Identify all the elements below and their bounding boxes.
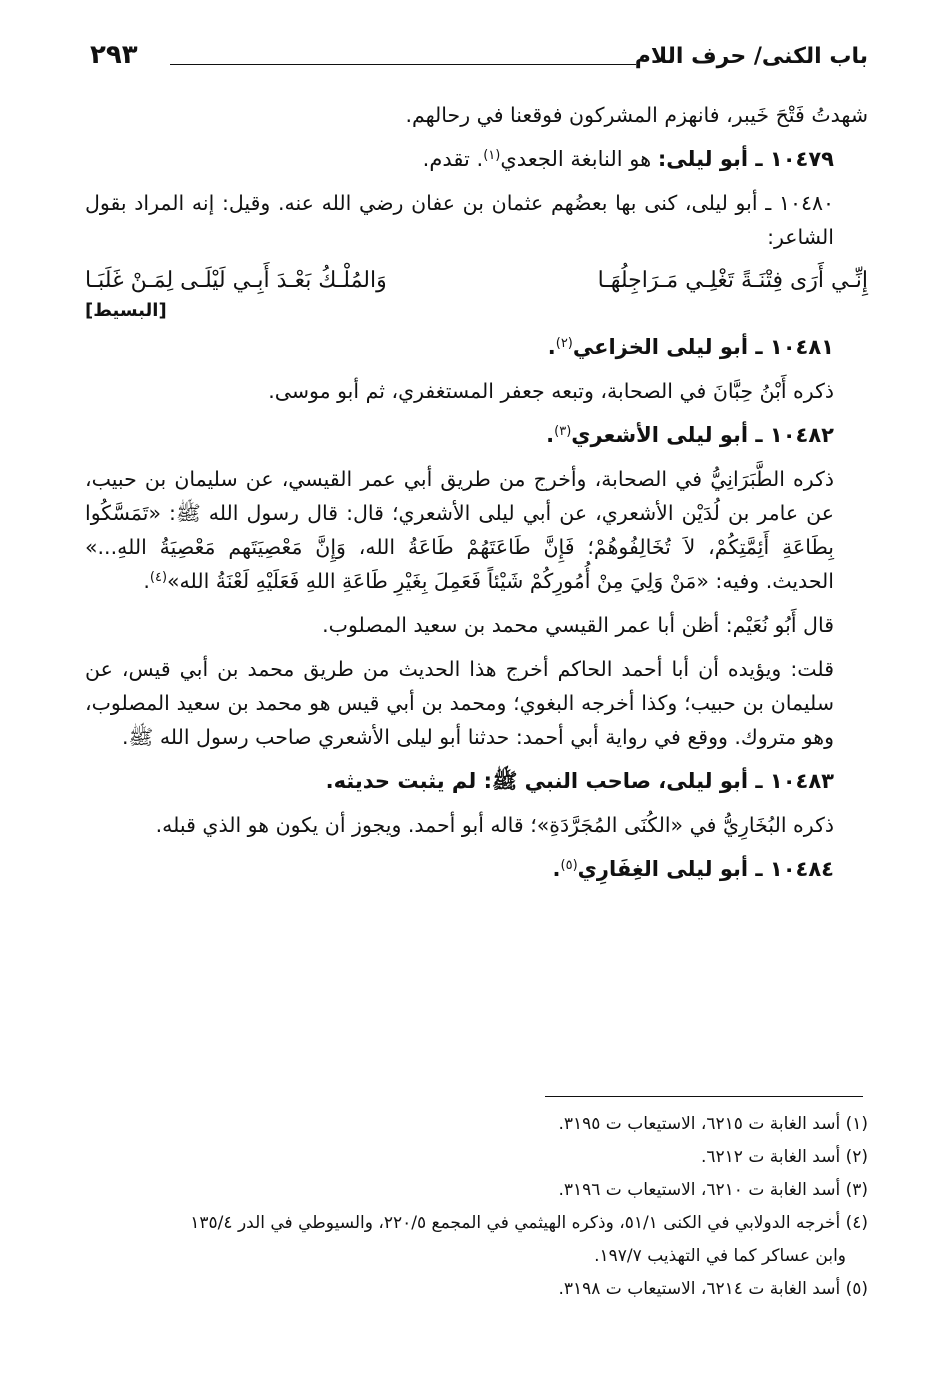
verse-meter: [البسيط] bbox=[85, 300, 167, 321]
entry-heading: ١٠٤٨٢ ـ أبو ليلى الأشعري bbox=[571, 423, 834, 447]
footnote-ref[interactable]: (٢) bbox=[555, 336, 573, 351]
entry-10483 bbox=[85, 764, 868, 798]
entry-10481 bbox=[85, 330, 868, 364]
entry-tail: . bbox=[552, 857, 561, 881]
page-number: ٢٩٣ bbox=[90, 40, 138, 70]
chapter-title: باب الكنى/ حرف اللام bbox=[634, 44, 868, 69]
paragraph bbox=[85, 98, 868, 132]
footnote-4-continuation: وابن عساكر كما في التهذيب ١٩٧/٧. bbox=[594, 1246, 846, 1266]
paragraph-text: قال أَبُو نُعَيْم: أظن أبا عمر القيسي محمد بن سعيد المصلوب. bbox=[322, 613, 834, 637]
footnote-ref[interactable]: (٣) bbox=[554, 424, 572, 439]
entry-tail: . تقدم. bbox=[422, 147, 484, 171]
paragraph-text: ١٠٤٨٠ ـ أبو ليلى، كنى بها بعضُهم عثمان بن عفان رضي الله عنه. وقيل: إنه المراد بقول الشاعر: bbox=[85, 191, 834, 249]
entry-10482 bbox=[85, 418, 868, 452]
entry-text: هو النابغة الجعدي bbox=[500, 147, 658, 171]
verse-first-hemistich: إِنِّـي أَرَى فِتْنَـةً تَغْلِـي مَـرَاجِلُهَـا bbox=[597, 268, 868, 293]
footnote-4: (٤) أخرجه الدولابي في الكنى ٥١/١، وذكره الهيثمي في المجمع ٢٢٠/٥، والسيوطي في الدر ١٣٥/٤ bbox=[190, 1213, 868, 1233]
footnotes bbox=[85, 1108, 868, 1306]
entry-10480 bbox=[85, 186, 868, 254]
paragraph bbox=[85, 374, 868, 408]
paragraph bbox=[85, 608, 868, 642]
paragraph-text: شهدتُ فَتْحَ خَيبر، فانهزم المشركون فوقعنا في رحالهم. bbox=[405, 103, 868, 127]
entry-number: ١٠٤٧٩ ـ bbox=[755, 147, 834, 171]
poem-verse bbox=[85, 264, 868, 298]
main-text bbox=[85, 98, 868, 896]
header-rule bbox=[170, 64, 636, 65]
paragraph-text: ذكره البُخَارِيُّ في «الكُنَى المُجَرَّدَةِ»؛ قاله أبو أحمد. ويجوز أن يكون هو الذي قبله. bbox=[155, 813, 834, 837]
footnote-2: (٢) أسد الغابة ت ٦٢١٢. bbox=[701, 1147, 868, 1167]
footnote-3: (٣) أسد الغابة ت ٦٢١٠، الاستيعاب ت ٣١٩٦. bbox=[558, 1180, 868, 1200]
paragraph-text: ذكره الطَّبَرَانِيُّ في الصحابة، وأخرج من طريق أبي عمر القيسي، عن سليمان بن حبيب، عن عامر بن لُدَيْن الأشعري، عن أبي ليلى الأشعري؛ قال: قال رسول الله ﷺ: «تَمَسَّكُوا بِطَاعَةِ أَئِمَّتِكُمْ، لاَ تُخَالِفُوهُمْ؛ فَإِنَّ طَاعَتَهُمْ طَاعَةُ الله، وَإِنَّ مَعْصِيَتَهم مَعْصِيَةُ اللهِ...» الحديث. وفيه: «مَنْ وَلِيَ مِنْ أُمُورِكُمْ شَيْئاً فَعَمِلَ بِغَيْرِ طَاعَةِ اللهِ فَعَلَيْهِ لَعْنَةُ الله» bbox=[85, 467, 834, 593]
entry-heading: ١٠٤٨٣ ـ أبو ليلى، صاحب النبي ﷺ: لم يثبت حديثه. bbox=[325, 769, 834, 793]
paragraph-text: ذكره أَبْنُ حِبَّانَ في الصحابة، وتبعه جعفر المستغفري، ثم أبو موسى. bbox=[268, 379, 834, 403]
paragraph-text: قلت: ويؤيده أن أبا أحمد الحاكم أخرج هذا الحديث من طريق محمد بن أبي قيس، عن سليمان بن حبيب؛ وكذا أخرجه البغوي؛ ومحمد بن أبي قيس هو محمد بن سعيد المصلوب، وهو متروك. ووقع في رواية أبي أحمد: حدثنا أبو ليلى الأشعري صاحب رسول الله ﷺ. bbox=[85, 657, 834, 749]
footnote-1: (١) أسد الغابة ت ٦٢١٥، الاستيعاب ت ٣١٩٥. bbox=[558, 1114, 868, 1134]
footnote-ref[interactable]: (٤) bbox=[149, 570, 168, 585]
entry-tail: . bbox=[546, 423, 555, 447]
paragraph bbox=[85, 652, 868, 754]
entry-10479 bbox=[85, 142, 868, 176]
entry-heading: ١٠٤٨١ ـ أبو ليلى الخزاعي bbox=[572, 335, 834, 359]
footnote-ref[interactable]: (١) bbox=[483, 148, 501, 163]
paragraph-tail: . bbox=[143, 569, 150, 593]
entry-name: أبو ليلى: bbox=[657, 147, 749, 171]
paragraph bbox=[85, 808, 868, 842]
entry-10484 bbox=[85, 852, 868, 886]
footnote-5: (٥) أسد الغابة ت ٦٢١٤، الاستيعاب ت ٣١٩٨. bbox=[558, 1279, 868, 1299]
verse-second-hemistich: وَالمُلْـكُ بَعْـدَ أَبِـي لَيْلَـى لِمَـنْ غَلَبَـا bbox=[85, 268, 387, 293]
running-header bbox=[90, 40, 868, 84]
footnote-separator bbox=[545, 1096, 863, 1097]
footnote-ref[interactable]: (٥) bbox=[560, 858, 578, 873]
paragraph bbox=[85, 462, 868, 598]
entry-heading: ١٠٤٨٤ ـ أبو ليلى الغِفَارِي bbox=[577, 857, 834, 881]
entry-tail: . bbox=[547, 335, 556, 359]
